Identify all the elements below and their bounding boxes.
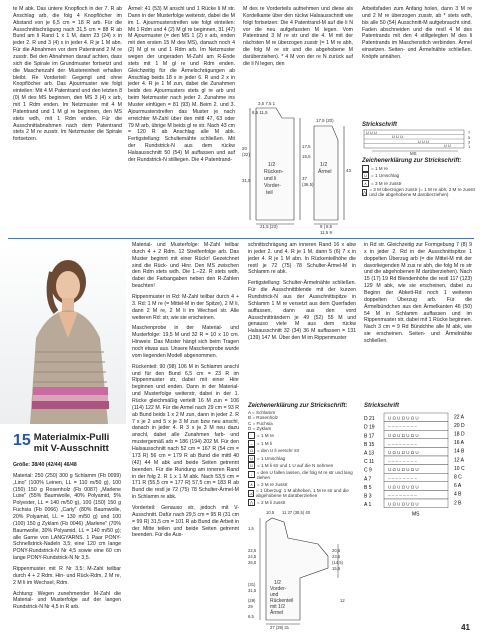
row-label-right: 14 B	[454, 448, 465, 455]
symbol-icon: Ü	[248, 462, 255, 469]
symbol-icon: –	[248, 440, 255, 447]
svg-text:und li: und li	[264, 176, 277, 182]
row-label-right: 2 B	[454, 500, 462, 507]
svg-text:20,5: 20,5	[332, 548, 341, 553]
row-label-right: 12 A	[454, 457, 465, 464]
legend-item	[248, 470, 358, 480]
svg-text:23,5: 23,5	[332, 554, 341, 559]
legend-text: = den U li verschr str	[257, 448, 300, 454]
svg-text:15,5: 15,5	[302, 154, 311, 159]
svg-text:11 37 (38,5) 40: 11 37 (38,5) 40	[282, 510, 311, 515]
svg-text:21,5 (23): 21,5 (23)	[260, 224, 278, 229]
legend-text: C = Fuchsia	[248, 420, 273, 426]
paragraph: in Rd str. Gleichzeitig zur Formgebung 7 (8) 9 x in jeder 2. Rd in der Ausschnittspitze 1 doppelten Überzug arb (= die Mittel-M mit der davorliegenden M zus re abh, die folg M re str und die abgehobenen M darüberziehen). Nach 15 (17) 19 Rd Blendenhöhe die restl 117 (123) 129 M abk, wie sie erscheinen, dabei zu Beginn der Abkett-Rd noch 1 weiteren doppelten Überzug arb. Für die Ärmelbündchen aus den Ärmelkanten 46 (50) 54 M in Schlamm auffassen und im Rippenmuster str, dabei mit 1 Rücke beginnen. Nach 3 cm = 9 Rd Bündchhe alle M abk, wie sie erscheinen. Seiten- und Ärmelnähte schließen.	[364, 242, 472, 345]
chart-title: Strickschrift	[362, 122, 398, 128]
svg-text:8,5 11,5: 8,5 11,5	[252, 110, 268, 115]
row-label-right: 18 D	[454, 431, 465, 438]
row-label-right: 22 A	[454, 414, 465, 421]
stitch-chart-1	[362, 122, 477, 158]
legend-text: B = Rosenholz	[248, 415, 279, 421]
legend-item	[248, 455, 358, 462]
legend-title: Zeichenerklärung zur Strickschrift:	[248, 403, 348, 409]
svg-text:U U: U U	[444, 143, 451, 148]
material-paragraph: Material: 250 (250) 300 g Schlamm (Fb 0099) „Lino" (100% Leinen, LL = 110 m/50 g), 100 (150) 150 g Rosenholz (Fb 0087) „Marlene Luxe" (55% Baumwolle, 40% Polyamid, 5% Polyester, LL = 140 m/50 g), 100 (150) 150 g Fuchsia (Fb 0066) „Carly" (80% Baumwolle, 20% Polyamid, LL = 130 m/50 g) und 100 (100) 150 g Zyklam (Fb 0046) „Marlene" (70% Baumwolle, 30% Polyamid, LL = 140 m/50 g); alle Garne von LANGYARNS. 1 Paar PONY-Schnellstrick-Nadeln 3,5; eine 120 cm lange PONY-Rundstrick-N Nr 4,5 sowie eine 60 cm lange PONY-Rundstrick-N Nr 3,5.	[13, 472, 121, 562]
svg-text:U U U: U U U	[392, 134, 403, 139]
legend-bottom	[248, 403, 358, 506]
svg-text:1: 1	[468, 144, 471, 149]
legend-text: = 3 M überzogen zusstr (= 1 M re abh, 2 M re zusstr und die abgehobene M darüberziehen)	[369, 187, 476, 198]
text-column-1	[13, 6, 122, 144]
svg-text:U U U: U U U	[418, 139, 429, 144]
paragraph: schnittschrägung am inneren Rand 16 x abw in jeder 2. und 4. R je 1 M, dann 5 (6) 7 x in jeder 4. R je 1 M abn. In Rückenteilhöhe die restl je 72 (75) 78 Schulter-Ärmel-M in Schlamm re abk.	[248, 242, 356, 276]
symbol-icon: ⋀	[363, 189, 367, 195]
row-label-right: 20 D	[454, 422, 465, 429]
svg-text:3: 3	[468, 139, 471, 145]
section-divider	[8, 238, 474, 239]
svg-text:Rückenteil: Rückenteil	[270, 598, 294, 604]
paragraph: Material- und Musterfolge: M-Zahl teilbar durch 4 + 2 Rdm. 12 Streifenfolge arb. Das Muster beginnt mit einer Rückr! Gezeichnet sind die Rück- und Hinr. Den MS zwischen den Rdm stets wdh. Die 1.–22. R stets wdh, dabei die Farbangaben neben den R-Zahlen beachten!	[132, 242, 239, 290]
text-column-2	[128, 6, 235, 165]
svg-text:10,5: 10,5	[266, 510, 275, 515]
svg-text:24,5: 24,5	[248, 554, 257, 559]
svg-text:9 | 8,5: 9 | 8,5	[320, 224, 333, 229]
row-label-right: 6 A	[454, 483, 462, 490]
legend-item	[248, 447, 358, 454]
legend-item	[362, 180, 477, 187]
stitch-symbols: U Ω U Ω U Ω U	[388, 467, 419, 473]
legend-top	[362, 158, 477, 198]
symbol-icon: ↓	[248, 471, 255, 478]
legend-item	[248, 415, 358, 420]
schematic-bottom	[248, 508, 358, 633]
svg-text:1,5: 1,5	[248, 526, 254, 531]
stitch-symbols: – – – – – – – –	[388, 424, 417, 430]
paragraph: Rückenteil: 90 (98) 106 M in Schlamm anschl und für den Bund 6,5 cm = 23 R im Rippenmuster str, dabei mit einer Hinr beginnen und enden. Dann in der Material- und Musterfolge weiterstr, dabei in der 1. Rücke gleichmäßig verteilt 16 M zun = 106 (114) 122 M. Für die Armel nach 29 cm = 93 R ab Bund beids 1 x 2 M zun, dann in jeder 2. R 7 x je 2 und 5 x je 3 M zun bzw neu anschl, danach in jeder 4. R 3 x je 3 M neu dazu anschl, dabei alle Zunahmen farb- und mustergemäß arb = 186 (194) 202 M. Für den Halsausschnitt nach 52 cm = 167 R (54 cm = 173 R) 56 cm = 179 R ab Bund die mittl 40 (42) 44 M abk und beide Seiten getrennt beenden. Für die Rundung am inneren Rand in der folg 2. R 1 x 1 M abk. Nach 53,5 cm = 171 R (55,5 cm = 177 R) 57,5 cm = 183 R ab Bund die restl je 72 (75) 78 Schulter-Ärmel-M in Schlamm re abk.	[132, 363, 239, 501]
svg-text:31,5: 31,5	[248, 588, 257, 593]
svg-text:(36,5): (36,5)	[302, 182, 314, 187]
row-label-right: 16 A	[454, 440, 465, 447]
legend-title: Zeichenerklärung zur Strickschrift:	[362, 158, 462, 164]
legend-item	[248, 421, 358, 426]
svg-text:Vorder-: Vorder-	[270, 586, 287, 592]
legend-item	[248, 432, 358, 439]
svg-text:43: 43	[346, 168, 351, 173]
instructions-column-3	[364, 242, 472, 346]
stitch-grid	[364, 409, 476, 519]
paragraph: Rippenmuster in Rd: M-Zahl teilbar durch 4 + 3. Rd: 1 M re (= Mittel-M in der Spitze), 2 M li, dann 2 M re, 2 M li im Wechsel str. Alle weiteren Rd: str, wie sie erscheinen.	[132, 294, 239, 321]
row-label-left: C 9	[364, 467, 372, 474]
text-column-3	[243, 6, 353, 69]
svg-text:Ärmel: Ärmel	[318, 169, 332, 175]
ms-label: MS	[410, 151, 417, 156]
symbol-icon: U	[248, 455, 255, 462]
text-column-4	[362, 6, 472, 62]
svg-text:Ärmel: Ärmel	[270, 610, 284, 616]
svg-text:Rücken-: Rücken-	[264, 169, 284, 175]
back-front-label: 1/2	[268, 162, 276, 168]
row-label-left: B 3	[364, 493, 372, 500]
row-label-right: 8 C	[454, 474, 462, 481]
legend-item	[248, 410, 358, 415]
symbol-icon: U	[362, 172, 369, 179]
svg-text:6,5: 6,5	[248, 614, 254, 619]
legend-text: = 2 M re zusstr	[257, 481, 288, 487]
legend-item	[362, 172, 477, 179]
legend-text: = 1 M re	[371, 165, 388, 171]
svg-text:Vorder-: Vorder-	[264, 183, 282, 189]
legend-item	[362, 165, 477, 172]
row-label-left: B 15	[364, 441, 375, 448]
instructions-column-2	[248, 242, 356, 343]
legend-text: = 1 M re	[257, 432, 274, 438]
size-line: Größe: 38/40 (42/44) 46/48	[13, 462, 77, 468]
legend-item	[248, 426, 358, 431]
svg-text:7: 7	[468, 130, 471, 135]
svg-text:und: und	[270, 592, 279, 598]
stitch-symbols: – – – – – – – –	[388, 441, 417, 447]
page-number: 41	[461, 623, 470, 632]
symbol-icon: ∧	[362, 180, 369, 187]
stitch-symbols: – – – – – – – –	[388, 458, 417, 464]
stitch-symbols: – – – – – – – –	[388, 493, 417, 498]
row-label-left: D 21	[364, 416, 375, 423]
svg-text:U U U: U U U	[366, 130, 377, 135]
svg-text:15,5: 15,5	[332, 566, 341, 571]
row-label-left: B 17	[364, 433, 375, 440]
legend-text: = den U fallen lassen, die folg M re str und lang ziehen	[256, 469, 353, 480]
paragraph: te M abk. Das untere Knopfloch in der 7. R ab Anschlag arb, die folg 4 Knopflöcher im Abstand von je 6,5 cm = 18 R arb. Für die Ausschnittschrägung nach 31,5 cm = 88 R ab Bund am li Rand 1 x 1 M, dann 23 (24) x in jeder 2. R und 3 (4) x in jeder 4. R je 1 M abn. Für die Abnahmen vor dem Patentrand 2 M re zusstr. Bei den Abnahmen darauf achten, dass sich die Spirale im Grundmuster fortsetzt und die Maschenzahl der Mustereinheit erhalten bleibt. Re Vorderteil: Gegengl und ohne Knopflöcher arb. Das Ajourmuster wie folgt einteilen: Mit 4 M Patentrand und den letzten 8 (0) M des MS beginnen, den MS 3 (4) x arb, mit 1 Rdm enden. Im Netzmuster mit 4 M Patentrand und 1 M gl re beginnen, den MS stets wdh, mit 1 Rdm enden. Für die Ausschnittabnahmen nach dem Patentrand stets 2 M re zusstr. Im Netzmuster die Spirale fortsetzen.	[13, 6, 122, 143]
symbol-icon: ∧	[248, 481, 255, 488]
legend-item	[362, 187, 477, 197]
legend-text: = 1 Umschlag	[257, 455, 286, 461]
svg-text:(29): (29)	[248, 598, 256, 603]
symbol-icon	[362, 165, 369, 172]
pattern-number: 15	[13, 432, 31, 449]
row-label-left: C 11	[364, 459, 375, 466]
svg-text:37: 37	[302, 176, 307, 181]
row-label-left: A 7	[364, 476, 372, 483]
row-label-left: A 13	[364, 450, 375, 457]
rib-paragraph: Rippenmuster mit R Nr 3,5: M-Zahl teilbar durch 4 + 2 Rdm. Hin- und Rück-Rdm, 2 M re, 2 M li im Wechsel, Rdm.	[13, 566, 121, 586]
svg-text:27 (29) 31: 27 (29) 31	[270, 625, 290, 630]
svg-text:5: 5	[468, 135, 471, 140]
legend-item	[248, 440, 358, 447]
svg-text:1/2: 1/2	[320, 162, 328, 168]
stitch-symbols: U Ω U Ω U Ω U	[388, 415, 419, 421]
svg-text:29: 29	[248, 604, 253, 609]
svg-text:teil: teil	[266, 190, 273, 196]
symbol-icon	[248, 432, 255, 439]
legend-text: A = Schlamm	[248, 409, 276, 415]
pattern-heading: Materialmix-Pulli mit V-Ausschnitt	[33, 432, 110, 454]
legend-text: = 3 M re zusstr	[371, 180, 402, 186]
svg-text:17,5 (20): 17,5 (20)	[316, 118, 334, 123]
paragraph: Fertigstellung: Schulter-Ärmelnähte schließen. Für die Ausschnittblende mit der kurzen Rundstrick-N aus der Ausschnittspitze in Schlamm 1 M re versetzt aus dem Querfaden auffassen, dann aus den vord Ausschnitträndern je 49 (52) 55 M und genauso viele M aus dem rückw Halsausschnitt 32 (34) 36 M auffassen = 131 (139) 147 M. Über den M im Rippenmuster	[248, 280, 356, 342]
legend-text: = 1 Überzug: 1 M abheben, 1 M re str und die abgehobene M darüberziehen	[256, 488, 349, 499]
paragraph: Ärmel: 41 (53) M anschl und 1 Rücke li M str. Dann in der Musterfolge weiterstr, dabei die M im 1. Ajourmusterstreifen wie folgt einteilen: Mit 1 Rdm und 4 (2) M gl re beginnen, 31 (47) M Ajourmuster (= den MS 1 (2) x arb, enden mit den ersten 15 M des MS), danach noch 4 (2) M gl re und 1 Rdm arb. Im Netzmuster wegen der ungeraden M-Zahl am R-Ende stets mit 1 M gl re und Rdm enden. Gleichzeitig für die Ärmelschrägungen ab Anschlag beids 18 x in jeder 6. R und 2 x in jeder 4. R je 1 M zun, dabei die Zunahmen beids des Ajourmusters stets gl re arb und beim Netzmuster nach jeder 2. Zunahme ins Muster einfügen = 81 (93) M. Beim 2. und 3. Ajourmusterstreifen das Muster je nach erreichter M-Zahl über den mittl 47, 63 oder 79 M arb, übrige M beids gl re str. Nach 43 cm = 120 R ab Anschlag alle M abk. Fertigstellung: Schultemähte schließen. Mit der Rundstrick-N aus dem rückw Halsausschnitt 50 (54) M auffassen und auf der Rundstrick-N stilliegen. Die 4 Patentrand-	[128, 6, 235, 163]
paragraph: Maschenprobe in der Material- und Musterfolge: 19,5 M und 32 R = 10 x 10 cm. Hinweis: Das Muster hängt sich beim Tragen noch etwas aus. Unsere Maschenprobe wurde vom liegenden Modell abgenommen.	[132, 325, 239, 359]
legend-text: = 1 Umschlag	[371, 173, 400, 179]
stitch-chart-2	[364, 403, 476, 519]
svg-text:(22): (22)	[242, 152, 250, 157]
paragraph: Vorderteil: Genauso str, jedoch mit V-Ausschnitt. Dafür nach 29,5 cm = 95 R (31 cm = 99 R) 31,5 cm = 101 R ab Bund die Arbeit in der Mitte teilen und beide Seiten getrennt beenden. Für die Aus-	[132, 504, 239, 539]
legend-item	[248, 462, 358, 469]
note-paragraph: Achtung: Wegen zunehmender M-Zahl die Material- und Musterfolge auf der langen Rundstrick-N Nr 4,5 in R arb.	[13, 590, 121, 611]
legend-text: D = Zyklam	[248, 426, 272, 432]
stitch-symbols: U Ω U Ω U Ω U	[388, 432, 419, 438]
svg-text:12: 12	[340, 598, 345, 603]
stitch-symbols: U Ω U Ω U Ω U	[388, 484, 419, 490]
row-label-left: A 1	[364, 502, 372, 509]
svg-text:20: 20	[242, 146, 247, 151]
svg-text:mit 1/2: mit 1/2	[270, 604, 286, 610]
model-photo	[0, 242, 126, 424]
svg-text:1/2: 1/2	[274, 580, 281, 586]
symbol-icon: Ω	[250, 448, 253, 454]
svg-text:(31): (31)	[248, 582, 256, 587]
row-label-left: B 5	[364, 484, 372, 491]
row-label-right: 10 C	[454, 465, 465, 472]
symbol-icon: ⋀	[249, 499, 254, 505]
legend-text: = 1 M li	[257, 440, 272, 446]
instructions-column-1	[132, 242, 239, 540]
legend-item	[248, 499, 358, 506]
svg-text:(14,5): (14,5)	[332, 560, 343, 565]
svg-text:31,5: 31,5	[242, 178, 251, 183]
svg-text:26,5: 26,5	[248, 560, 257, 565]
schematic-top	[242, 100, 357, 235]
stitch-symbols: U Ω U Ω U Ω U	[388, 501, 419, 507]
symbol-icon: ⋌	[249, 490, 253, 496]
paragraph: Arbeitsfaden zum Anfang holen, dann 3 M re und 2 M re überzogen zusstr, ab * stets wdh, bis alle 50 (54) Ausschnitt-M aufgebraucht sind. Faden abschneiden und die restl 4 M des Patentrands mit den 4 stillgelegten M des li Patentrands im Maschenstich verbinden. Ärmel einsetzen. Seiten- und Ärmelnähte schließen. Knöpfe annähen.	[362, 6, 472, 61]
row-label-left: D 19	[364, 424, 375, 431]
row-label-right: 4 B	[454, 491, 462, 498]
svg-text:17,5: 17,5	[302, 144, 311, 149]
ms-label: MS	[412, 511, 420, 518]
stitch-symbols: U Ω U Ω U Ω U	[388, 450, 419, 455]
stitch-symbols: – – – – – – – –	[388, 475, 417, 481]
svg-text:11,5 9: 11,5 9	[320, 230, 332, 235]
paragraph: M des re Vorderteils aufnehmen und diese als Kordelkante über den rückw Halsausschnitt wie folgt fortsetzen: Die 4 Patentrand-M auf die li N vor die neu aufgefassten M legen. Vom Patentrand 3 M re str und die 4. M mit der nächsten M re überzogen zusstr (= 1 M re abh, die folg M re str und die abgehobene M darüberziehen). * 4 M von der re N zurück auf die li N legen, den	[243, 6, 353, 67]
svg-text:22,5: 22,5	[248, 548, 257, 553]
legend-item	[248, 481, 358, 488]
chart-title: Strickschrift	[364, 403, 400, 409]
legend-text: = 2 M li zusstr	[257, 499, 286, 505]
pattern-title	[13, 433, 121, 454]
materials-column	[13, 462, 121, 612]
svg-text:3,5 7,5 1: 3,5 7,5 1	[258, 101, 276, 106]
legend-text: = 1 M li str und 1 U auf die N nehmen	[257, 463, 334, 469]
legend-item	[248, 488, 358, 498]
